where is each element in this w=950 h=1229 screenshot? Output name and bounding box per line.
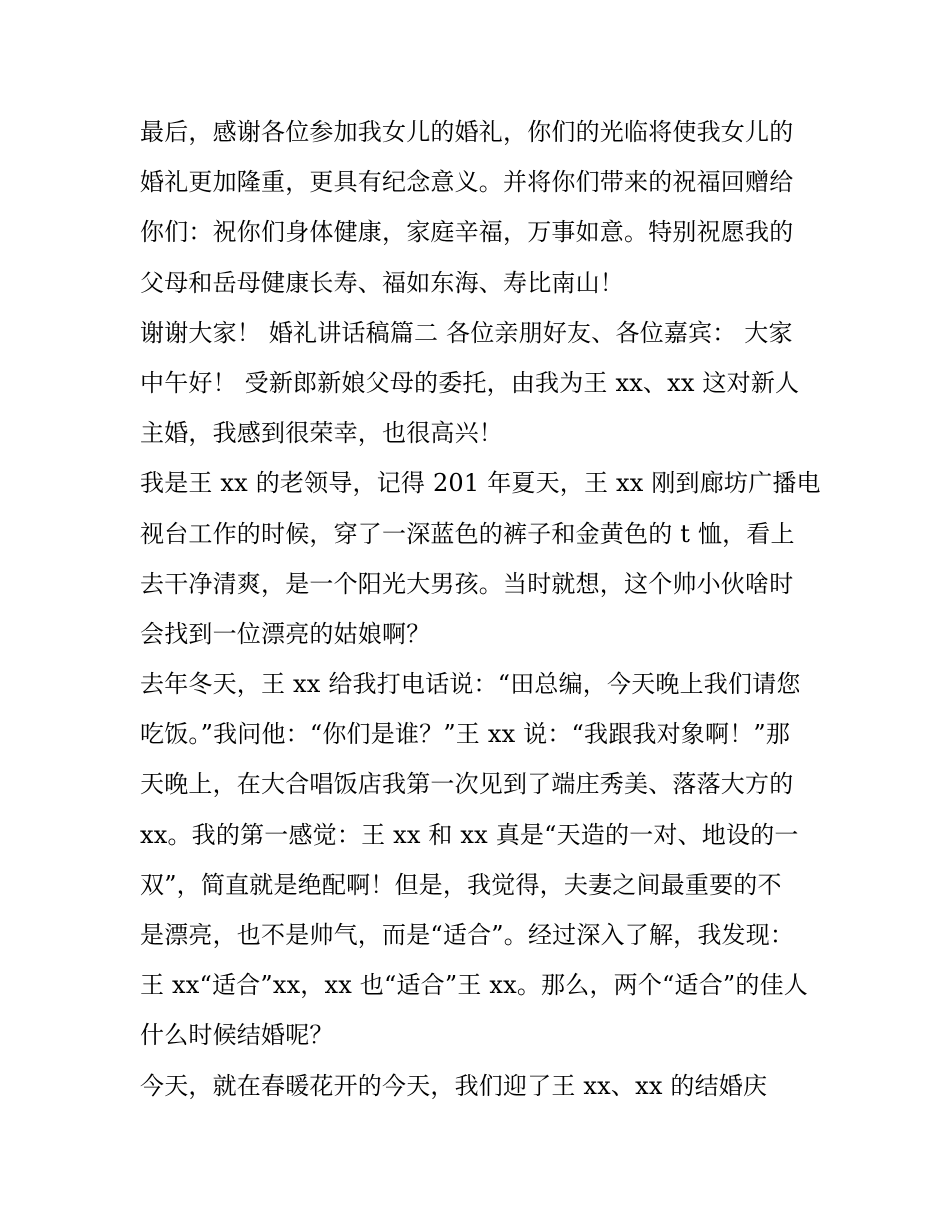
- text-line: 你们：祝你们身体健康，家庭辛福，万事如意。特别祝愿我的: [140, 218, 794, 247]
- text-line: xx。我的第一感觉：王 xx 和 xx 真是“天造的一对、地设的一: [140, 820, 799, 849]
- text-line: 吃饭。”我问他：“你们是谁？”王 xx 说：“我跟我对象啊！”那: [140, 720, 791, 749]
- text-line: 王 xx“适合”xx，xx 也“适合”王 xx。那么，两个“适合”的佳人: [140, 971, 808, 1000]
- text-line: 父母和岳母健康长寿、福如东海、寿比南山！: [140, 268, 624, 297]
- text-line: 谢谢大家！ 婚礼讲话稿篇二 各位亲朋好友、各位嘉宾： 大家: [140, 318, 793, 347]
- speech-text: [140, 107, 820, 1111]
- text-line: 主婚，我感到很荣幸，也很高兴！: [140, 419, 503, 448]
- text-line: 婚礼更加隆重，更具有纪念意义。并将你们带来的祝福回赠给: [140, 168, 794, 197]
- text-line: 什么时候结婚呢？: [140, 1021, 334, 1050]
- text-line: 是漂亮，也不是帅气，而是“适合”。经过深入了解，我发现：: [140, 921, 795, 949]
- text-line: 去年冬天，王 xx 给我打电话说：“田总编，今天晚上我们请您: [140, 670, 801, 699]
- text-line: 去干净清爽，是一个阳光大男孩。当时就想，这个帅小伙啥时: [140, 569, 794, 598]
- text-line: 天晚上，在大合唱饭店我第一次见到了端庄秀美、落落大方的: [140, 770, 794, 799]
- text-line: 视台工作的时候，穿了一深蓝色的裤子和金黄色的 t 恤，看上: [140, 519, 795, 548]
- text-line: 会找到一位漂亮的姑娘啊？: [140, 619, 431, 648]
- text-line: 今天，就在春暖花开的今天，我们迎了王 xx、xx 的结婚庆: [140, 1071, 768, 1100]
- text-line: 双”，简直就是绝配啊！但是，我觉得，夫妻之间最重要的不: [140, 870, 782, 899]
- text-line: 我是王 xx 的老领导，记得 201 年夏天，王 xx 刚到廊坊广播电: [140, 469, 821, 498]
- text-line: 中午好！ 受新郎新娘父母的委托，由我为王 xx、xx 这对新人: [140, 368, 800, 397]
- text-line: 最后，感谢各位参加我女儿的婚礼，你们的光临将使我女儿的: [140, 118, 794, 146]
